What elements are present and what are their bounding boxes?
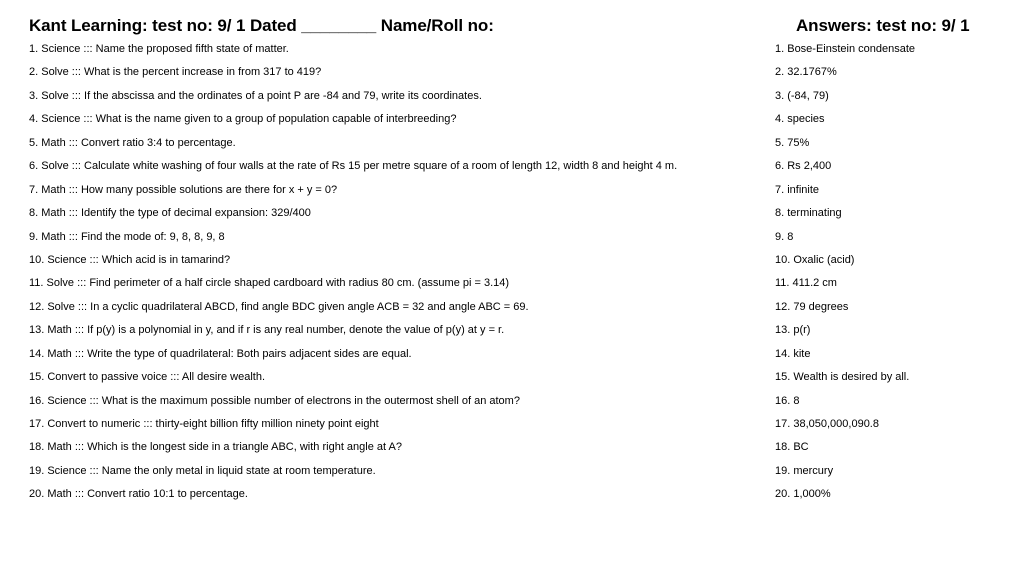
question-item: 4. Science ::: What is the name given to a group of population capable of interbreeding? (29, 113, 457, 126)
answer-item: 18. BC (775, 441, 809, 454)
question-item: 14. Math ::: Write the type of quadrilateral: Both pairs adjacent sides are equal. (29, 347, 412, 360)
answer-item: 10. Oxalic (acid) (775, 253, 855, 266)
answer-item: 7. infinite (775, 183, 820, 196)
question-item: 20. Math ::: Convert ratio 10:1 to percentage. (29, 488, 248, 501)
answer-item: 20. 1,000% (775, 488, 831, 501)
answer-item: 17. 38,050,000,090.8 (775, 418, 879, 430)
question-item: 10. Science ::: Which acid is in tamarind? (29, 253, 231, 266)
question-item: 5. Math ::: Convert ratio 3:4 to percentage. (29, 136, 236, 149)
answer-item: 4. species (775, 113, 825, 126)
question-item: 16. Science ::: What is the maximum possible number of electrons in the outermost shell of an atom? (29, 394, 520, 407)
question-item: 2. Solve ::: What is the percent increase in from 317 to 419? (29, 66, 322, 79)
answer-item: 6. Rs 2,400 (775, 160, 832, 173)
question-item: 3. Solve ::: If the abscissa and the ordinates of a point P are -84 and 79, write its coordinates. (29, 89, 482, 102)
question-item: 15. Convert to passive voice ::: All desire wealth. (29, 371, 266, 384)
question-item: 13. Math ::: If p(y) is a polynomial in y, and if r is any real number, denote the value of p(y) at y = r. (29, 324, 505, 337)
question-item: 1. Science ::: Name the proposed fifth state of matter. (29, 43, 289, 55)
question-item: 18. Math ::: Which is the longest side in a triangle ABC, with right angle at A? (29, 441, 402, 454)
answer-item: 5. 75% (775, 136, 810, 149)
answer-item: 2. 32.1767% (775, 66, 837, 79)
answer-item: 16. 8 (775, 394, 800, 407)
answer-item: 11. 411.2 cm (775, 277, 837, 290)
answer-item: 13. p(r) (775, 324, 811, 337)
question-item: 8. Math ::: Identify the type of decimal expansion: 329/400 (29, 207, 311, 220)
question-item: 17. Convert to numeric ::: thirty-eight billion fifty million ninety point eight (29, 418, 379, 430)
answer-list (775, 42, 1005, 511)
test-title: Kant Learning: test no: 9/ 1 Dated ________ Name/Roll no: (29, 16, 494, 35)
question-item: 19. Science ::: Name the only metal in liquid state at room temperature. (29, 464, 376, 477)
answer-item: 12. 79 degrees (775, 300, 849, 313)
question-item: 7. Math ::: How many possible solutions are there for x + y = 0? (29, 183, 338, 196)
answers-title: Answers: test no: 9/ 1 (796, 16, 970, 35)
answer-item: 15. Wealth is desired by all. (775, 371, 910, 384)
answer-item: 3. (-84, 79) (775, 89, 829, 102)
question-item: 11. Solve ::: Find perimeter of a half circle shaped cardboard with radius 80 cm. (assume pi = 3.14) (29, 277, 510, 290)
answer-item: 9. 8 (775, 230, 794, 243)
question-item: 6. Solve ::: Calculate white washing of four walls at the rate of Rs 15 per metre square of a room of length 12, width 8 and height 4 m. (29, 160, 678, 173)
answer-item: 19. mercury (775, 464, 834, 477)
question-item: 9. Math ::: Find the mode of: 9, 8, 8, 9, 8 (29, 230, 225, 243)
question-item: 12. Solve ::: In a cyclic quadrilateral ABCD, find angle BDC given angle ACB = 32 and angle ABC = 69. (29, 300, 529, 313)
answer-item: 1. Bose-Einstein condensate (775, 43, 916, 55)
answer-item: 14. kite (775, 347, 811, 360)
question-list (29, 42, 764, 511)
answer-item: 8. terminating (775, 207, 842, 220)
